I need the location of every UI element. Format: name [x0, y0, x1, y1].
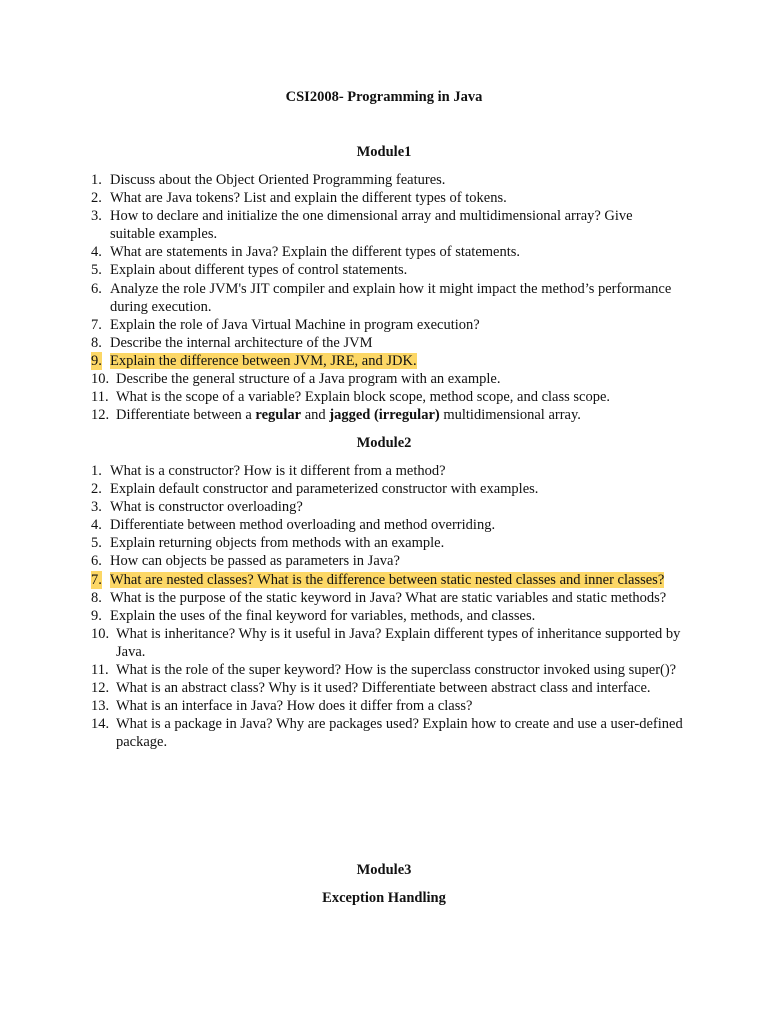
- list-item: 1. Discuss about the Object Oriented Programming features.: [91, 172, 446, 188]
- bold-term: jagged (irregular): [329, 407, 440, 424]
- list-item: 11. What is the scope of a variable? Explain block scope, method scope, and class scope.: [91, 389, 611, 406]
- list-item: 14. What is a package in Java? Why are packages used? Explain how to create and use a user-defined package.: [91, 716, 683, 751]
- list-item: 8. What is the purpose of the static keyword in Java? What are static variables and static methods?: [91, 589, 667, 606]
- document-title: CSI2008- Programming in Java: [285, 89, 483, 105]
- list-item: 12. Differentiate between a regular and jagged (irregular) multidimensional array.: [91, 407, 581, 424]
- module3-heading: Module3: [356, 862, 412, 878]
- bold-term: regular: [255, 407, 302, 424]
- list-item: 12. What is an abstract class? Why is it used? Differentiate between abstract class and interface.: [91, 680, 651, 697]
- highlighted-list-item: 9. Explain the difference between JVM, JRE, and JDK.: [91, 352, 417, 369]
- module1-question-list: [0, 171, 768, 424]
- list-item: 4. Differentiate between method overloading and method overriding.: [91, 517, 496, 534]
- list-item: 10. What is inheritance? Why is it useful in Java? Explain different types of inheritance supported by Java.: [91, 625, 681, 660]
- list-item: 13. What is an interface in Java? How does it differ from a class?: [91, 698, 473, 715]
- list-item: 8. Describe the internal architecture of the JVM: [91, 334, 373, 351]
- list-item: 5. Explain returning objects from methods with an example.: [91, 535, 445, 552]
- list-item: 9. Explain the uses of the final keyword for variables, methods, and classes.: [91, 607, 536, 624]
- list-item: 11. What is the role of the super keyword? How is the superclass constructor invoked using super()?: [91, 662, 677, 679]
- list-item: 1. What is a constructor? How is it different from a method?: [91, 463, 446, 479]
- list-item: 3. How to declare and initialize the one dimensional array and multidimensional array? Give suitable examples.: [91, 208, 633, 243]
- list-item: 4. What are statements in Java? Explain the different types of statements.: [91, 244, 521, 261]
- list-item: 10. Describe the general structure of a Java program with an example.: [91, 371, 501, 388]
- module2-question-list: [0, 462, 768, 752]
- list-item: 6. How can objects be passed as parameters in Java?: [91, 553, 400, 570]
- list-item: 3. What is constructor overloading?: [91, 499, 303, 516]
- highlighted-list-item: 7. What are nested classes? What is the difference between static nested classes and inner classes?: [91, 571, 665, 588]
- list-item: 5. Explain about different types of control statements.: [91, 262, 408, 279]
- module3-subheading: Exception Handling: [322, 890, 446, 906]
- list-item: 6. Analyze the role JVM's JIT compiler and explain how it might impact the method’s performance during execution.: [91, 280, 672, 315]
- highlighted-text: Explain the difference between JVM, JRE, and JDK.: [110, 352, 417, 369]
- highlighted-text: What are nested classes? What is the difference between static nested classes and inner classes?: [110, 571, 665, 588]
- list-item: 2. What are Java tokens? List and explain the different types of tokens.: [91, 190, 507, 207]
- module1-heading: Module1: [356, 144, 412, 160]
- list-item: 7. Explain the role of Java Virtual Machine in program execution?: [91, 316, 480, 333]
- module2-heading: Module2: [356, 435, 412, 451]
- list-item: 2. Explain default constructor and parameterized constructor with examples.: [91, 481, 539, 498]
